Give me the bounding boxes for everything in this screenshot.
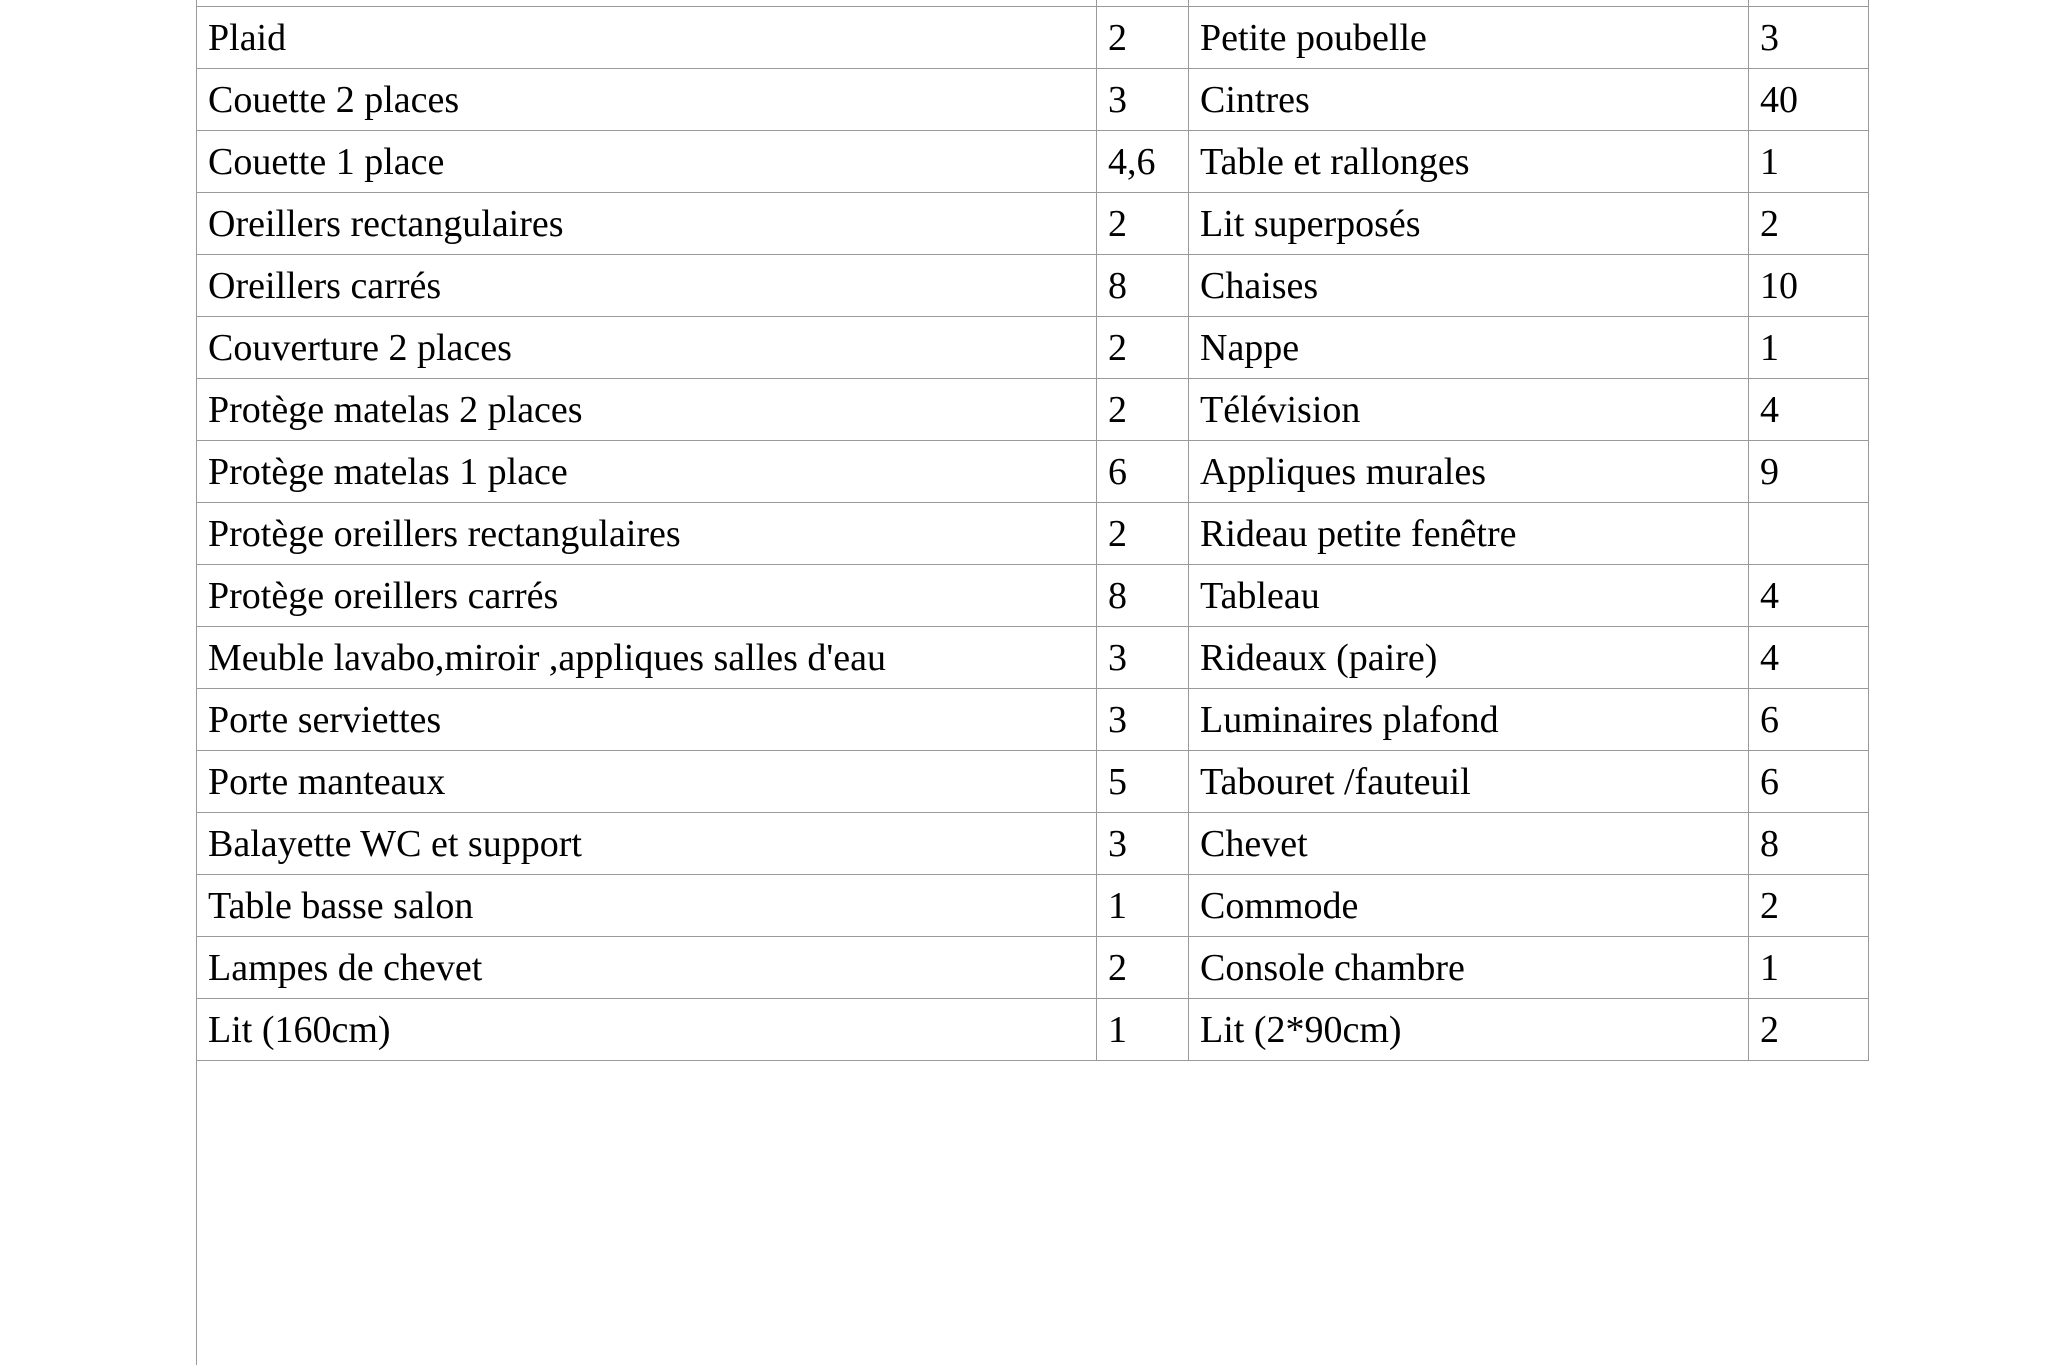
cell-item-b: Appliques murales	[1189, 441, 1749, 503]
cell-qty-b: 2	[1749, 875, 1869, 937]
cell-item-a: Oreillers rectangulaires	[197, 193, 1097, 255]
cell-item-a: Plaid	[197, 7, 1097, 69]
cell-item-b: Petite poubelle	[1189, 7, 1749, 69]
cell-item-a: Couverture 2 places	[197, 317, 1097, 379]
cell-item-a: Table basse salon	[197, 875, 1097, 937]
cell-qty-b: 1	[1749, 131, 1869, 193]
cell-item-b: Luminaires plafond	[1189, 689, 1749, 751]
cell-item-a: Meuble lavabo,miroir ,appliques salles d'eau	[197, 627, 1097, 689]
cell-item-a: Lampes de chevet	[197, 937, 1097, 999]
cell-item-b: Tableau	[1189, 565, 1749, 627]
cell-qty-a: 3	[1097, 627, 1189, 689]
table-row	[197, 317, 1869, 379]
cell-item-a: Porte manteaux	[197, 751, 1097, 813]
cell-qty-b	[1749, 503, 1869, 565]
cell-qty-b: 4	[1749, 565, 1869, 627]
table-row	[197, 565, 1869, 627]
inventory-table	[196, 0, 1869, 1061]
cell-qty-a: 2	[1097, 503, 1189, 565]
cell-item-b: Commode	[1189, 875, 1749, 937]
cell-qty-b: 1	[1749, 937, 1869, 999]
cell-item-a: Protège oreillers rectangulaires	[197, 503, 1097, 565]
cell-qty-a: 3	[1097, 689, 1189, 751]
table-row	[197, 441, 1869, 503]
cell-item-b: Console chambre	[1189, 937, 1749, 999]
cell-qty-b: 6	[1749, 689, 1869, 751]
cell-qty-a: 8	[1097, 565, 1189, 627]
cell-qty-b: 9	[1749, 441, 1869, 503]
cell-item-a: Couette 1 place	[197, 131, 1097, 193]
cell-qty-b: 4	[1749, 627, 1869, 689]
cell-item-b: Télévision	[1189, 379, 1749, 441]
cell-qty-b: 2	[1749, 193, 1869, 255]
table-row	[197, 689, 1869, 751]
table-row	[197, 875, 1869, 937]
cell-qty-b: 4	[1749, 379, 1869, 441]
cell-qty-b: 40	[1749, 69, 1869, 131]
inventory-table-body	[197, 0, 1869, 1061]
table-row	[197, 131, 1869, 193]
cell-item-b: Table et rallonges	[1189, 131, 1749, 193]
cell-item-b: Lit (2*90cm)	[1189, 999, 1749, 1061]
table-row	[197, 503, 1869, 565]
table-row	[197, 627, 1869, 689]
cell-item-a: Couette 2 places	[197, 69, 1097, 131]
cell-qty-b: 10	[1749, 255, 1869, 317]
cell-item-b: Chaises	[1189, 255, 1749, 317]
table-row	[197, 379, 1869, 441]
table-row	[197, 7, 1869, 69]
cell-qty-a: 6	[1097, 441, 1189, 503]
cell-item-b: Nappe	[1189, 317, 1749, 379]
table-row	[197, 69, 1869, 131]
cell-item-a: Protège oreillers carrés	[197, 565, 1097, 627]
cell-item-a: Protège matelas 1 place	[197, 441, 1097, 503]
cell-item-a: Lit (160cm)	[197, 999, 1097, 1061]
cell-item-a: Balayette WC et support	[197, 813, 1097, 875]
cell-qty-b: 2	[1749, 999, 1869, 1061]
table-row	[197, 751, 1869, 813]
cell-qty-a: 2	[1097, 379, 1189, 441]
table-row	[197, 999, 1869, 1061]
table-row	[197, 937, 1869, 999]
cell-qty-a: 3	[1097, 813, 1189, 875]
table-row	[197, 255, 1869, 317]
table-row	[197, 193, 1869, 255]
cell-item-a: Protège matelas 2 places	[197, 379, 1097, 441]
cell-item-a: Oreillers carrés	[197, 255, 1097, 317]
cell-qty-a: 1	[1097, 999, 1189, 1061]
cell-item-b: Chevet	[1189, 813, 1749, 875]
cell-qty-a: 1	[1097, 875, 1189, 937]
cell-qty-a: 2	[1097, 317, 1189, 379]
cell-item-b: Rideaux (paire)	[1189, 627, 1749, 689]
cell-qty-b: 8	[1749, 813, 1869, 875]
cell-item-a: Porte serviettes	[197, 689, 1097, 751]
cell-qty-b: 1	[1749, 317, 1869, 379]
cell-qty-b: 6	[1749, 751, 1869, 813]
cell-item-b: Cintres	[1189, 69, 1749, 131]
cell-qty-a: 3	[1097, 69, 1189, 131]
cell-qty-a: 4,6	[1097, 131, 1189, 193]
cell-qty-a: 5	[1097, 751, 1189, 813]
cell-qty-a: 2	[1097, 7, 1189, 69]
cell-item-b: Tabouret /fauteuil	[1189, 751, 1749, 813]
cell-qty-a: 2	[1097, 193, 1189, 255]
cell-item-b: Lit superposés	[1189, 193, 1749, 255]
cell-item-b: Rideau petite fenêtre	[1189, 503, 1749, 565]
cell-qty-a: 8	[1097, 255, 1189, 317]
table-row	[197, 813, 1869, 875]
cell-qty-b: 3	[1749, 7, 1869, 69]
cell-qty-a: 2	[1097, 937, 1189, 999]
